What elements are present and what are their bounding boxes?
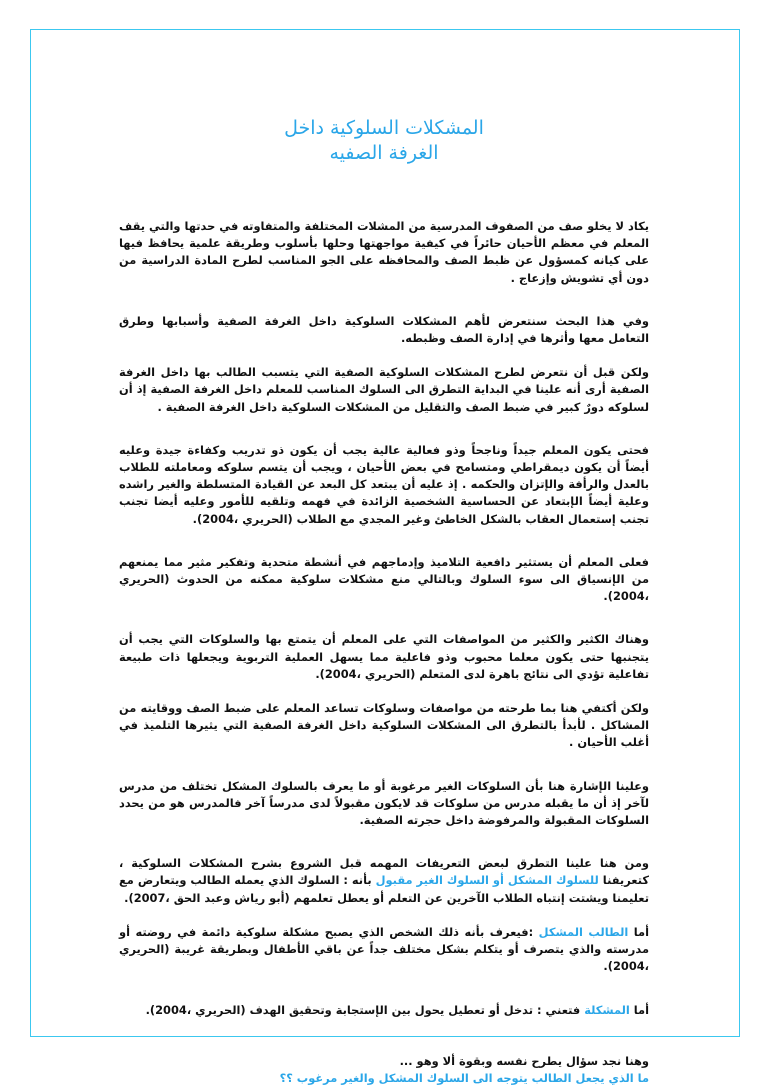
- paragraph-good-teacher: فحتى يكون المعلم جيداً وناجحاً وذو فعالية عالية يجب أن يكون ذو تدريب وكفاءة جيدة وعليه أيضاً أن يكون ديمقراطي ومتسامح في بعض الأحيان ، ويجب أن يتسم سلوكه ومعاملته للطلاب بالعدل والرأفة والإتزان والحكمه . إذ عليه أن يبتعد كل البعد عن القيادة المتسلطة والغير راشده وعلية أيضاً الإبتعاد عن الحساسية الشخصية الزائدة في فهمه وتلقيه للأمور وعليه أيضا تجنب تجنب إستعمال العقاب بالشكل الخاطئ وغير المجدي مع الطلاب (الحريري ،2004).: [119, 442, 649, 526]
- definition-student-text: :فيعرف بأنه ذلك الشخص الذي يصبح مشكلة سلوكية دائمة في روضته أو مدرسته والذي يتصرف أو يتكلم بشكل مختلف جداً عن باقي الأطفال وبطريقة غريبة (الحريري ،2004).: [119, 924, 649, 974]
- paragraph-definition-problem: [119, 1002, 649, 1019]
- definition-problem-lead: أما: [629, 1002, 649, 1017]
- paragraph-intro: يكاد لا يخلو صف من الصفوف المدرسية من المشلات المختلفة والمتفاوته في حدتها والتي يقف المعلم في معظم الأحيان حائراً في كيفية مواجهتها وحلها بأسلوب وطريقة علمية يحافظ فيها على كيانه كمسؤول عن ظبط الصف والمحافظه على الجو المناسب لطرح المادة الدراسية من دون أي تشويش وإزعاج .: [119, 219, 649, 285]
- paragraph-specifications: وهناك الكثير والكثير من المواصفات التي على المعلم أن يتمتع بها والسلوكات التي يجب أن يتجنبها حتى يكون معلما محبوب وذو فاعلية مما يسهل العملية التربوية ويجعلها ذات طبيعة تفاعلية تؤدي الى نتائج باهرة لدى المتعلم (الحريري ،2004).: [119, 632, 649, 681]
- definition-behavior-text: بأنه : السلوك الذي يعمله الطالب ويتعارض مع تعليمنا ويشتت إنتباه الطلاب الآخرين عن التعلم أو يعطل تعلمهم (أبو رياش وعبد الحق ،2007).: [119, 873, 649, 905]
- definition-problem-term: المشكلة: [584, 1002, 630, 1017]
- paragraph-teacher-behavior: ولكن قبل أن نتعرض لطرح المشكلات السلوكية الصفية التي يتسبب الطالب بها داخل الغرفة الصفية أرى أنه علينا في البداية التطرق الى السلوك المناسب للمعلم داخل الغرفة الصفية إذ أن لسلوكه دورٌ كبير في ضبط الصف والتقليل من المشكلات السلوكية داخل الغرفة الصفية .: [119, 365, 649, 414]
- paragraph-relative-behavior: وعلينا الإشارة هنا بأن السلوكات الغير مرغوبة أو ما يعرف بالسلوك المشكل تختلف من مدرس لآخر إذ أن ما يقبله مدرس من سلوكات قد لايكون مقبولاً لدى مدرساً آخر فالمدرس هو من يحدد السلوكات المقبولة والمرفوضة داخل حجرته الصفية.: [119, 778, 649, 828]
- title-line-1: المشكلات السلوكية داخل: [284, 117, 484, 139]
- document-body: [119, 116, 649, 1087]
- paragraph-research-scope: وفي هذا البحث سنتعرض لأهم المشكلات السلوكية داخل الغرفة الصفية وأسبابها وطرق التعامل معها وأثرها في إدارة الصف وظبطه.: [119, 313, 649, 346]
- definition-behavior-lead: ومن هنا علينا التطرق لبعض التعريفات المهمه قبل الشروع بشرح المشكلات السلوكية ، كتعريفنا: [119, 856, 649, 888]
- paragraph-question-intro: وهنا نجد سؤال يطرح نفسه وبقوة ألا وهو ...: [399, 1053, 649, 1068]
- paragraph-definition-student: [119, 924, 649, 976]
- definition-behavior-term: للسلوك المشكل أو السلوك الغير مقبول: [375, 873, 599, 888]
- definition-student-lead: أما: [628, 924, 649, 939]
- paragraph-transition: ولكن أكتفي هنا بما طرحته من مواصفات وسلوكات تساعد المعلم على ضبط الصف ووقايته من المشاكل . لأبدأ بالتطرق الى المشكلات السلوكية داخل الغرفة الصفية التي يثيرها التلميذ في أغلب الأحيان .: [119, 701, 649, 750]
- definition-problem-text: فتعني : تدخل أو تعطيل يحول بين الإستجابة وتحقيق الهدف (الحريري ،2004).: [145, 1002, 585, 1017]
- definition-student-term: الطالب المشكل: [538, 924, 629, 939]
- paragraph-question: ما الذي يجعل الطالب يتوجه الى السلوك المشكل والغير مرغوب ؟؟: [279, 1070, 649, 1085]
- paragraph-definition-behavior: [119, 855, 649, 907]
- paragraph-motivation: فعلى المعلم أن يستثير دافعية التلاميذ وإدماجهم في أنشطة متحدية وتفكير مثير مما يمنعهم من الإنسياق الى سوء السلوك وبالتالي منع مشكلات سلوكية ممكنه من الحدوث (الحريري ،2004).: [119, 554, 649, 604]
- document-title: [119, 116, 649, 166]
- title-line-2: الغرفة الصفيه: [329, 142, 439, 164]
